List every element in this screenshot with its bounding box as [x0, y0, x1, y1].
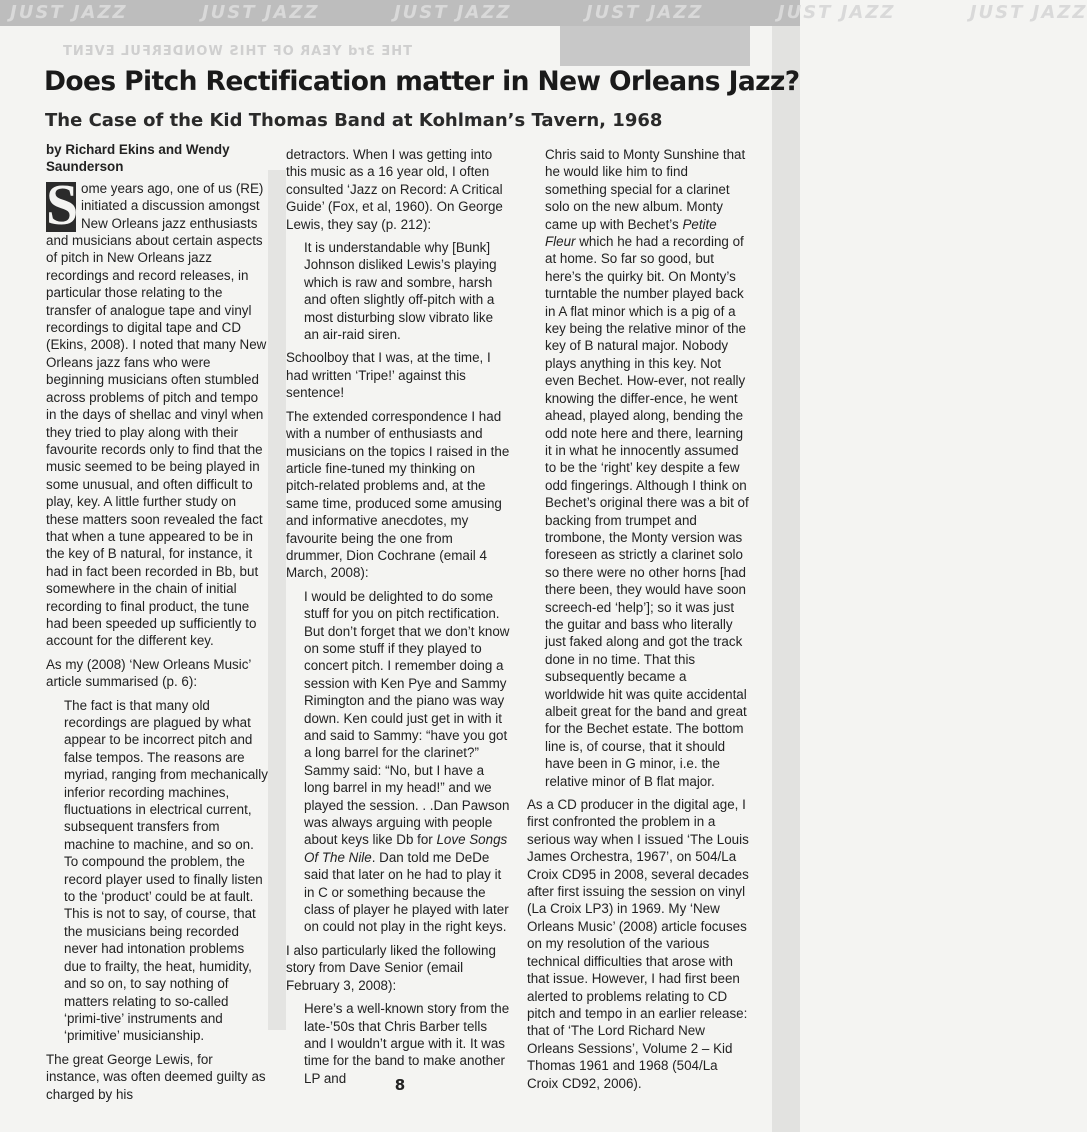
- article-subtitle: The Case of the Kid Thomas Band at Kohlman’s Tavern, 1968: [45, 110, 663, 131]
- byline: by Richard Ekins and Wendy Saunderson: [46, 142, 230, 175]
- block-quote: Chris said to Monty Sunshine that he would like him to find something special for a clarinet solo on the new album. Monty came up with Bechet’s Petite Fleur which he had a recording of at home. So far so good, but here’s the quirky bit. On Monty’s turntable the number played back in A flat minor which is a pig of a key being the relative minor of the key of B natural major. Nobody plays anything in this key. Not even Bechet. How-ever, not really knowing the differ-ence, he went ahead, played along, bending the odd note here and there, learning it in what he innocently assumed to be the ‘right’ key despite a few odd fingerings. Although I think on Bechet’s original there was a bit of backing from trumpet and trombone, the Monty version was foreseen as strictly a clarinet solo so there were no other horns [had there been, they would have soon screech-ed ‘help’]; so it was just the guitar and bass who literally just faked along and got the track done in no time. That this subsequently became a worldwide hit was quite accidental albeit great for the band and great for the Bechet estate. The bottom line is, of course, that it should have been in G minor, i.e. the relative minor of B flat major.: [545, 147, 749, 789]
- body-paragraph: I also particularly liked the following story from Dave Senior (email February 3, 2008):: [286, 942, 496, 993]
- article-title: Does Pitch Rectification matter in New Orleans Jazz?: [44, 66, 800, 97]
- show-through-block: [560, 26, 750, 66]
- show-through-gutter: [268, 170, 286, 1030]
- page-edge-strip: [772, 26, 800, 1132]
- block-quote: It is understandable why [Bunk] Johnson disliked Lewis’s playing which is raw and sombre, harsh and often slightly off-pitch with a most disturbing slow vibrato like an air-raid siren.: [304, 240, 497, 343]
- header-band-text: JUST JAZZ JUST JAZZ JUST JAZZ JUST JAZZ JUST JAZZ JUST JAZZ: [10, 2, 1087, 23]
- show-through-header: [30, 26, 750, 66]
- body-paragraph: detractors. When I was getting into this music as a 16 year old, I often consulted ‘Jazz on Record: A Critical Guide’ (Fox, et al, 1960). On George Lewis, they say (p. 212):: [286, 147, 503, 232]
- body-paragraph: The extended correspondence I had with a number of enthusiasts and musicians on the topics I raised in the article fine-tuned my thinking on pitch-related problems and, at the same time, produced some amusing and informative anecdotes, my favourite being the one from drummer, Dion Cochrane (email 4 March, 2008):: [286, 408, 510, 581]
- body-paragraph: Schoolboy that I was, at the time, I had written ‘Tripe!’ against this sentence!: [286, 350, 491, 401]
- mirrored-show-through-text: THE 3rd YEAR OF THIS WONDERFUL EVENT: [62, 44, 413, 59]
- body-paragraph: As a CD producer in the digital age, I first confronted the problem in a serious way when I issued ‘The Louis James Orchestra, 1967’, on 504/La Croix CD95 in 2008, several decades after first issuing the session on vinyl (La Croix LP3) in 1969. My ‘New Orleans Music’ (2008) article focuses on my resolution of the various technical difficulties that arose with that issue. However, I had first been alerted to problems relating to CD pitch and tempo in an earlier release: that of ‘The Lord Richard New Orleans Sessions’, Volume 2 – Kid Thomas 1961 and 1968 (504/La Croix CD92, 2006).: [527, 797, 749, 1091]
- header-band: [0, 0, 1087, 26]
- body-paragraph: As my (2008) ‘New Orleans Music’ article summarised (p. 6):: [46, 656, 251, 690]
- column-1: [46, 141, 268, 1109]
- drop-cap: S: [46, 171, 79, 237]
- page-number: 8: [394, 1076, 406, 1094]
- block-quote: I would be delighted to do some stuff for you on pitch rectification. But don’t forget that we don’t know on some stuff if they played to concert pitch. I remember doing a session with Ken Pye and Sammy Rimington and the piano was way down. Ken could just get in with it and said to Sammy: “have you got a long barrel for the clarinet?” Sammy said: “No, but I have a long barrel in my head!” and we played the session. . .Dan Pawson was always arguing with people about keys like Db for Love Songs Of The Nile. Dan told me DeDe said that later on he had to play it in C or something because the class of player he played with later on could not play in the right keys.: [304, 588, 510, 935]
- column-3: [527, 146, 749, 1098]
- block-quote: Here’s a well-known story from the late-’50s that Chris Barber tells and I wouldn’t argue with it. It was time for the band to make another LP and: [304, 1001, 510, 1086]
- block-quote: The fact is that many old recordings are plagued by what appear to be incorrect pitch and false tempos. The reasons are myriad, ranging from mechanically inferior recording machines, fluctuations in electrical current, subsequent transfers from machine to machine, and so on. To compound the problem, the record player used to finally listen to the ‘product’ could be at fault. This is not to say, of course, that the musicians being recorded never had intonation problems due to frailty, the heat, humidity, and so on, to say nothing of matters relating to so-called ‘primi-tive’ instruments and ‘primitive’ musicianship.: [64, 697, 268, 1044]
- body-paragraph: The great George Lewis, for instance, was often deemed guilty as charged by his: [46, 1051, 266, 1102]
- intro-paragraph: S ome years ago, one of us (RE) initiated a discussion amongst New Orleans jazz enthusiasts and musicians about certain aspects of pitch in New Orleans jazz recordings and record releases, in particular those relating to the transfer of analogue tape and vinyl recordings to digital tape and CD (Ekins, 2008). I noted that many New Orleans jazz fans who were beginning musicians often stumbled across problems of pitch and tempo in the days of shellac and vinyl when they tried to play along with their favourite records only to find that the music seemed to be being played in some unusual, and often difficult to play, key. A little further study on these matters soon revealed the fact that when a tune appeared to be in the key of B natural, for instance, it had in fact been recorded in Bb, but somewhere in the chain of initial recording to final product, the tune had been speeded up sufficiently to account for the different key.: [46, 171, 267, 649]
- column-2: [286, 146, 510, 1093]
